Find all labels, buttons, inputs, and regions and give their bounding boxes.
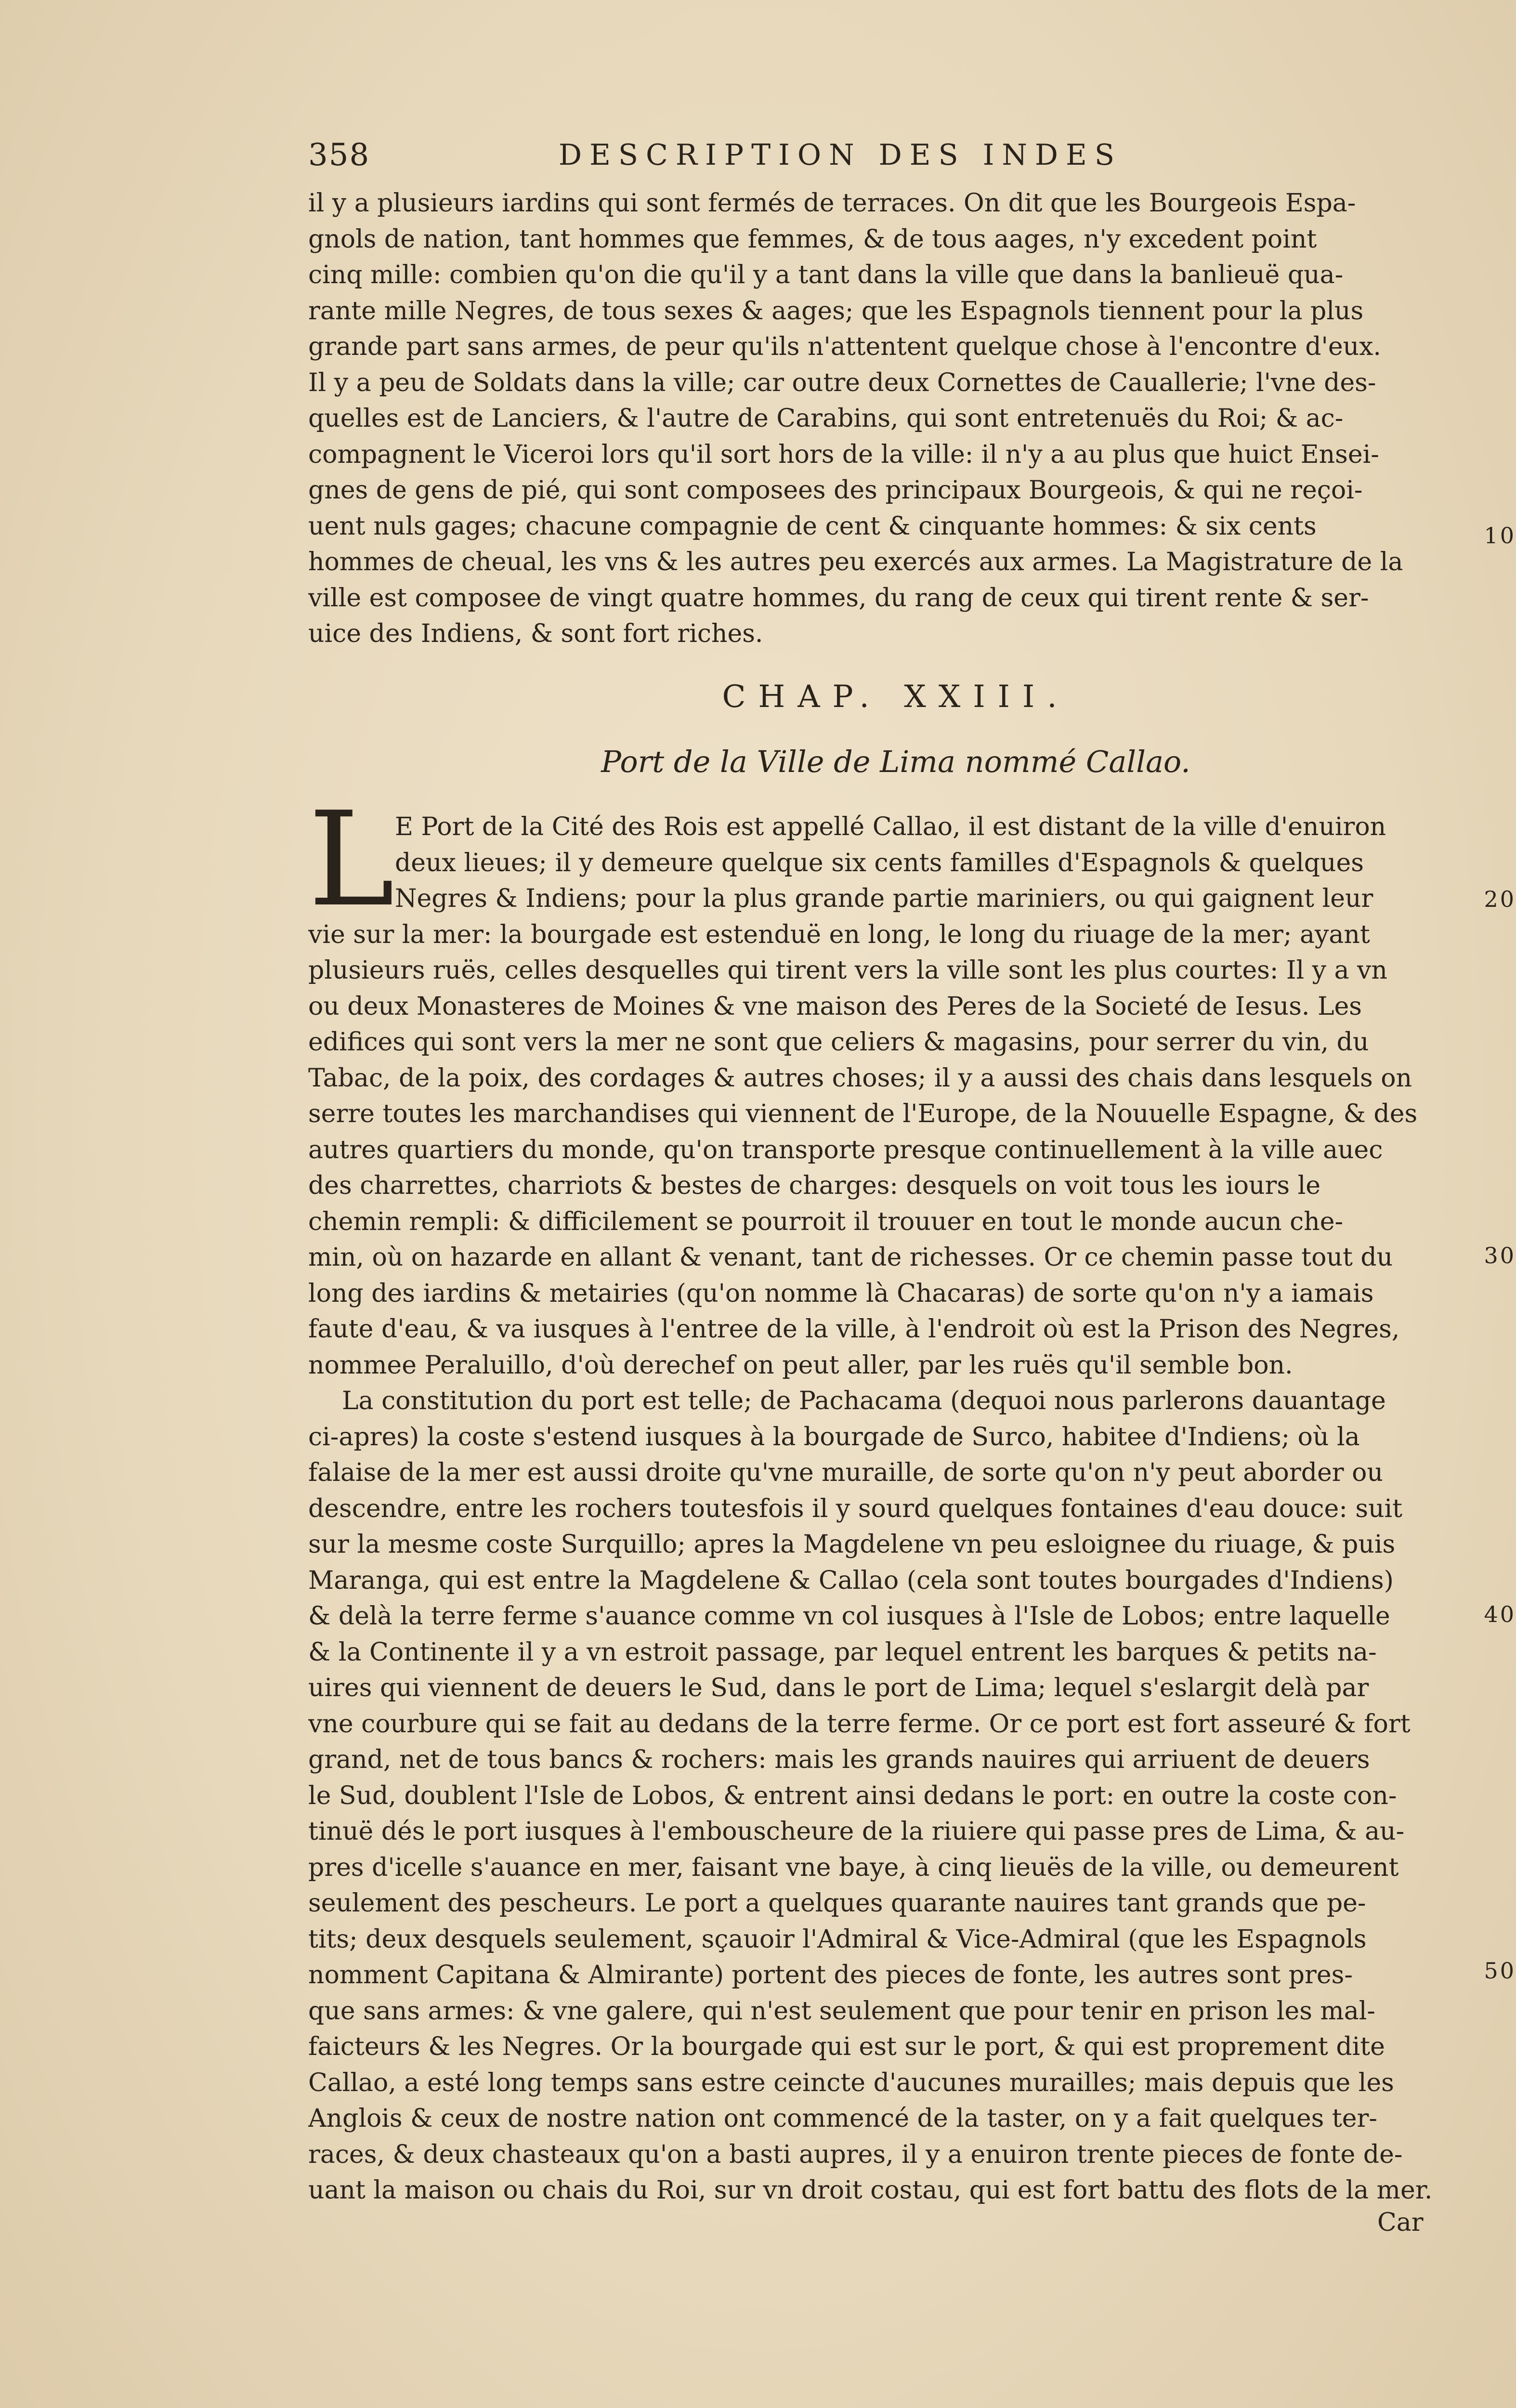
line-number-margin: 10 bbox=[1484, 523, 1516, 549]
text-line: autres quartiers du monde, qu'on transporte presque continuellement à la ville auec bbox=[308, 1135, 1383, 1165]
text-line: falaise de la mer est aussi droite qu'vne muraille, de sorte qu'on n'y peut aborder ou bbox=[308, 1458, 1383, 1487]
text-line: Negres & Indiens; pour la plus grande partie mariniers, ou qui gaignent leur bbox=[395, 884, 1373, 913]
text-line: Callao, a esté long temps sans estre ceincte d'aucunes murailles; mais depuis que les bbox=[308, 2068, 1394, 2097]
text-line: il y a plusieurs iardins qui sont fermés de terraces. On dit que les Bourgeois Espa- bbox=[308, 189, 1356, 218]
text-line: races, & deux chasteaux qu'on a basti aupres, il y a enuiron trente pieces de fonte de- bbox=[308, 2140, 1403, 2169]
drop-cap: L bbox=[308, 784, 395, 935]
text-line: uires qui viennent de deuers le Sud, dans le port de Lima; lequel s'eslargit delà par bbox=[308, 1674, 1369, 1702]
catchword: Car bbox=[1377, 2208, 1424, 2237]
line-number-margin: 50 bbox=[1484, 1958, 1516, 1984]
text-line: Tabac, de la poix, des cordages & autres choses; il y a aussi des chais dans lesquels on bbox=[308, 1063, 1412, 1093]
text-line: Il y a peu de Soldats dans la ville; car outre deux Cornettes de Cauallerie; l'vne des- bbox=[308, 368, 1376, 397]
chapter-heading: CHAP. XXIII. bbox=[722, 679, 1070, 715]
text-line: Anglois & ceux de nostre nation ont commencé de la taster, on y a fait quelques ter- bbox=[308, 2104, 1377, 2133]
text-line: nommee Peraluillo, d'où derechef on peut aller, par les ruës qu'il semble bon. bbox=[308, 1350, 1293, 1380]
text-line: compagnent le Viceroi lors qu'il sort hors de la ville: il n'y a au plus que huict Ensei- bbox=[308, 440, 1379, 469]
text-line: serre toutes les marchandises qui viennent de l'Europe, de la Nouuelle Espagne, & des bbox=[308, 1099, 1418, 1128]
text-line: ville est composee de vingt quatre hommes, du rang de ceux qui tirent rente & ser- bbox=[308, 583, 1369, 613]
text-line: min, où on hazarde en allant & venant, tant de richesses. Or ce chemin passe tout du bbox=[308, 1243, 1393, 1272]
text-line: edifices qui sont vers la mer ne sont que celiers & magasins, pour serrer du vin, du bbox=[308, 1028, 1369, 1057]
text-line: nomment Capitana & Almirante) portent des pieces de fonte, les autres sont pres- bbox=[308, 1961, 1353, 1989]
text-line: seulement des pescheurs. Le port a quelques quarante nauires tant grands que pe- bbox=[308, 1889, 1366, 1918]
text-line: tinuë dés le port iusques à l'embouscheure de la riuiere qui passe pres de Lima, & au- bbox=[308, 1817, 1405, 1846]
text-line: que sans armes: & vne galere, qui n'est seulement que pour tenir en prison les mal- bbox=[308, 1996, 1375, 2026]
text-line: des charrettes, charriots & bestes de charges: desquels on voit tous les iours le bbox=[308, 1171, 1321, 1200]
chapter-title: Port de la Ville de Lima nommé Callao. bbox=[601, 744, 1190, 779]
page-number: 358 bbox=[308, 137, 370, 173]
text-line: rante mille Negres, de tous sexes & aages; que les Espagnols tiennent pour la plus bbox=[308, 296, 1364, 326]
text-line: ou deux Monasteres de Moines & vne maison des Peres de la Societé de Iesus. Les bbox=[308, 992, 1362, 1021]
text-line: hommes de cheual, les vns & les autres peu exercés aux armes. La Magistrature de la bbox=[308, 548, 1403, 576]
text-line: descendre, entre les rochers toutesfois il y sourd quelques fontaines d'eau douce: suit bbox=[308, 1494, 1403, 1523]
paragraph-2 bbox=[308, 809, 1488, 1383]
text-line: grande part sans armes, de peur qu'ils n'attentent quelque chose à l'encontre d'eux. bbox=[308, 332, 1381, 361]
text-line: plusieurs ruës, celles desquelles qui tirent vers la ville sont les plus courtes: Il y a vn bbox=[308, 956, 1387, 985]
text-line: Maranga, qui est entre la Magdelene & Callao (cela sont toutes bourgades d'Indiens) bbox=[308, 1566, 1394, 1595]
text-line: long des iardins & metairies (qu'on nomme là Chacaras) de sorte qu'on n'y a iamais bbox=[308, 1279, 1374, 1308]
page-header bbox=[308, 137, 1267, 185]
text-line: ci-apres) la coste s'estend iusques à la bourgade de Surco, habitee d'Indiens; où la bbox=[308, 1422, 1360, 1452]
text-line: le Sud, doublent l'Isle de Lobos, & entrent ainsi dedans le port: en outre la coste con- bbox=[308, 1781, 1397, 1810]
text-line: sur la mesme coste Surquillo; apres la Magdelene vn peu esloignee du riuage, & puis bbox=[308, 1530, 1396, 1559]
text-line: faute d'eau, & va iusques à l'entree de la ville, à l'endroit où est la Prison des Negres, bbox=[308, 1315, 1400, 1344]
text-line: faicteurs & les Negres. Or la bourgade qui est sur le port, & qui est proprement dite bbox=[308, 2032, 1385, 2061]
text-line: pres d'icelle s'auance en mer, faisant vne baye, à cinq lieuës de la ville, ou demeurent bbox=[308, 1853, 1399, 1882]
text-line: gnes de gens de pié, qui sont composees des principaux Bourgeois, & qui ne reçoi- bbox=[308, 476, 1363, 505]
text-line: vne courbure qui se fait au dedans de la terre ferme. Or ce port est fort asseuré & fort bbox=[308, 1709, 1411, 1739]
text-line: & la Continente il y a vn estroit passage, par lequel entrent les barques & petits na- bbox=[308, 1637, 1377, 1667]
text-line: grand, net de tous bancs & rochers: mais les grands nauires qui arriuent de deuers bbox=[308, 1745, 1370, 1774]
text-line: vie sur la mer: la bourgade est estenduë en long, le long du riuage de la mer; ayant bbox=[308, 920, 1370, 949]
text-line: uice des Indiens, & sont fort riches. bbox=[308, 619, 763, 648]
line-number-margin: 30 bbox=[1484, 1243, 1516, 1269]
line-number-margin: 40 bbox=[1484, 1601, 1516, 1627]
text-line: & delà la terre ferme s'auance comme vn col iusques à l'Isle de Lobos; entre laquelle bbox=[308, 1602, 1390, 1631]
running-head: DESCRIPTION DES INDES bbox=[559, 138, 1122, 172]
text-line: gnols de nation, tant hommes que femmes, & de tous aages, n'y excedent point bbox=[308, 224, 1317, 254]
text-line: uent nuls gages; chacune compagnie de cent & cinquante hommes: & six cents bbox=[308, 511, 1317, 541]
line-number-margin: 20 bbox=[1484, 886, 1516, 912]
paragraph-1 bbox=[308, 185, 1488, 652]
paragraph-3 bbox=[308, 1383, 1488, 2209]
text-line: cinq mille: combien qu'on die qu'il y a tant dans la ville que dans la banlieuë qua- bbox=[308, 261, 1344, 289]
text-line: E Port de la Cité des Rois est appellé Callao, il est distant de la ville d'enuiron bbox=[395, 812, 1386, 841]
text-line: tits; deux desquels seulement, sçauoir l'Admiral & Vice-Admiral (que les Espagnols bbox=[308, 1924, 1367, 1954]
text-line: La constitution du port est telle; de Pachacama (dequoi nous parlerons dauantage bbox=[342, 1387, 1386, 1415]
text-line: uant la maison ou chais du Roi, sur vn droit costau, qui est fort battu des flots de la mer. bbox=[308, 2176, 1433, 2205]
text-line: chemin rempli: & difficilement se pourroit il trouuer en tout le monde aucun che- bbox=[308, 1207, 1344, 1236]
text-line: deux lieues; il y demeure quelque six cents familles d'Espagnols & quelques bbox=[395, 848, 1364, 877]
text-line: quelles est de Lanciers, & l'autre de Carabins, qui sont entretenuës du Roi; & ac- bbox=[308, 404, 1344, 433]
